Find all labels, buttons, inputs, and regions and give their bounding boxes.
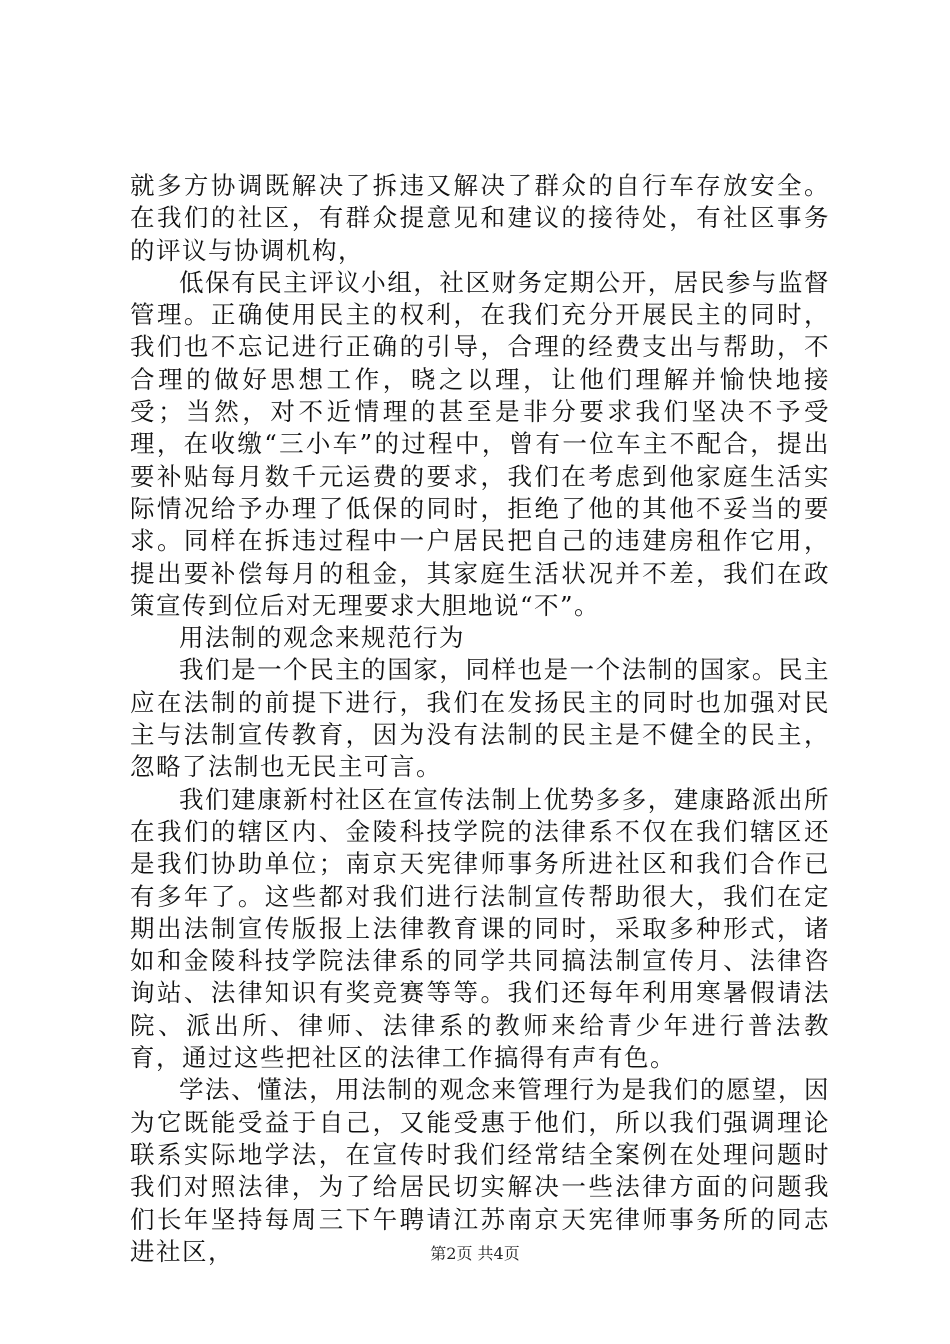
paragraph: 低保有民主评议小组，社区财务定期公开，居民参与监督管理。正确使用民主的权利，在我们充分开展民主的同时，我们也不忘记进行正确的引导，合理的经费支出与帮助，不合理的做好思想工作，晓之以理，让他们理解并愉快地接受；当然，对不近情理的甚至是非分要求我们坚决不予受理，在收缴“三小车”的过程中，曾有一位车主不配合，提出要补贴每月数千元运费的要求，我们在考虑到他家庭生活实际情况给予办理了低保的同时，拒绝了他的其他不妥当的要求。同样在拆违过程中一户居民把自己的违建房租作它用，提出要补偿每月的租金，其家庭生活状况并不差，我们在政策宣传到位后对无理要求大胆地说“不”。: [130, 267, 830, 620]
paragraph: 学法、懂法，用法制的观念来管理行为是我们的愿望，因为它既能受益于自己，又能受惠于他们，所以我们强调理论联系实际地学法，在宣传时我们经常结全案例在处理问题时我们对照法律，为了给居民切实解决一些法律方面的问题我们长年坚持每周三下午聘请江苏南京天宪律师事务所的同志进社区，: [130, 1075, 830, 1266]
page-footer: [0, 1244, 950, 1264]
paragraph: 就多方协调既解决了拆违又解决了群众的自行车存放安全。在我们的社区，有群众提意见和建议的接待处，有社区事务的评议与协调机构，: [130, 171, 830, 265]
page-total: 共4页: [477, 1244, 520, 1263]
paragraph: 我们是一个民主的国家，同样也是一个法制的国家。民主应在法制的前提下进行，我们在发扬民主的同时也加强对民主与法制宣传教育，因为没有法制的民主是不健全的民主，忽略了法制也无民主可言。: [130, 655, 830, 782]
document-body: [130, 170, 830, 1268]
page-number: 第2页: [430, 1244, 473, 1263]
section-heading: 用法制的观念来规范行为: [179, 623, 465, 653]
paragraph: 我们建康新村社区在宣传法制上优势多多，建康路派出所在我们的辖区内、金陵科技学院的法律系不仅在我们辖区还是我们协助单位；南京天宪律师事务所进社区和我们合作已有多年了。这些都对我们进行法制宣传帮助很大，我们在定期出法制宣传版报上法律教育课的同时，采取多种形式，诸如和金陵科技学院法律系的同学共同搞法制宣传月、法律咨询站、法律知识有奖竞赛等等。我们还每年利用寒暑假请法院、派出所、律师、法律系的教师来给青少年进行普法教育，通过这些把社区的法律工作搞得有声有色。: [130, 784, 830, 1073]
